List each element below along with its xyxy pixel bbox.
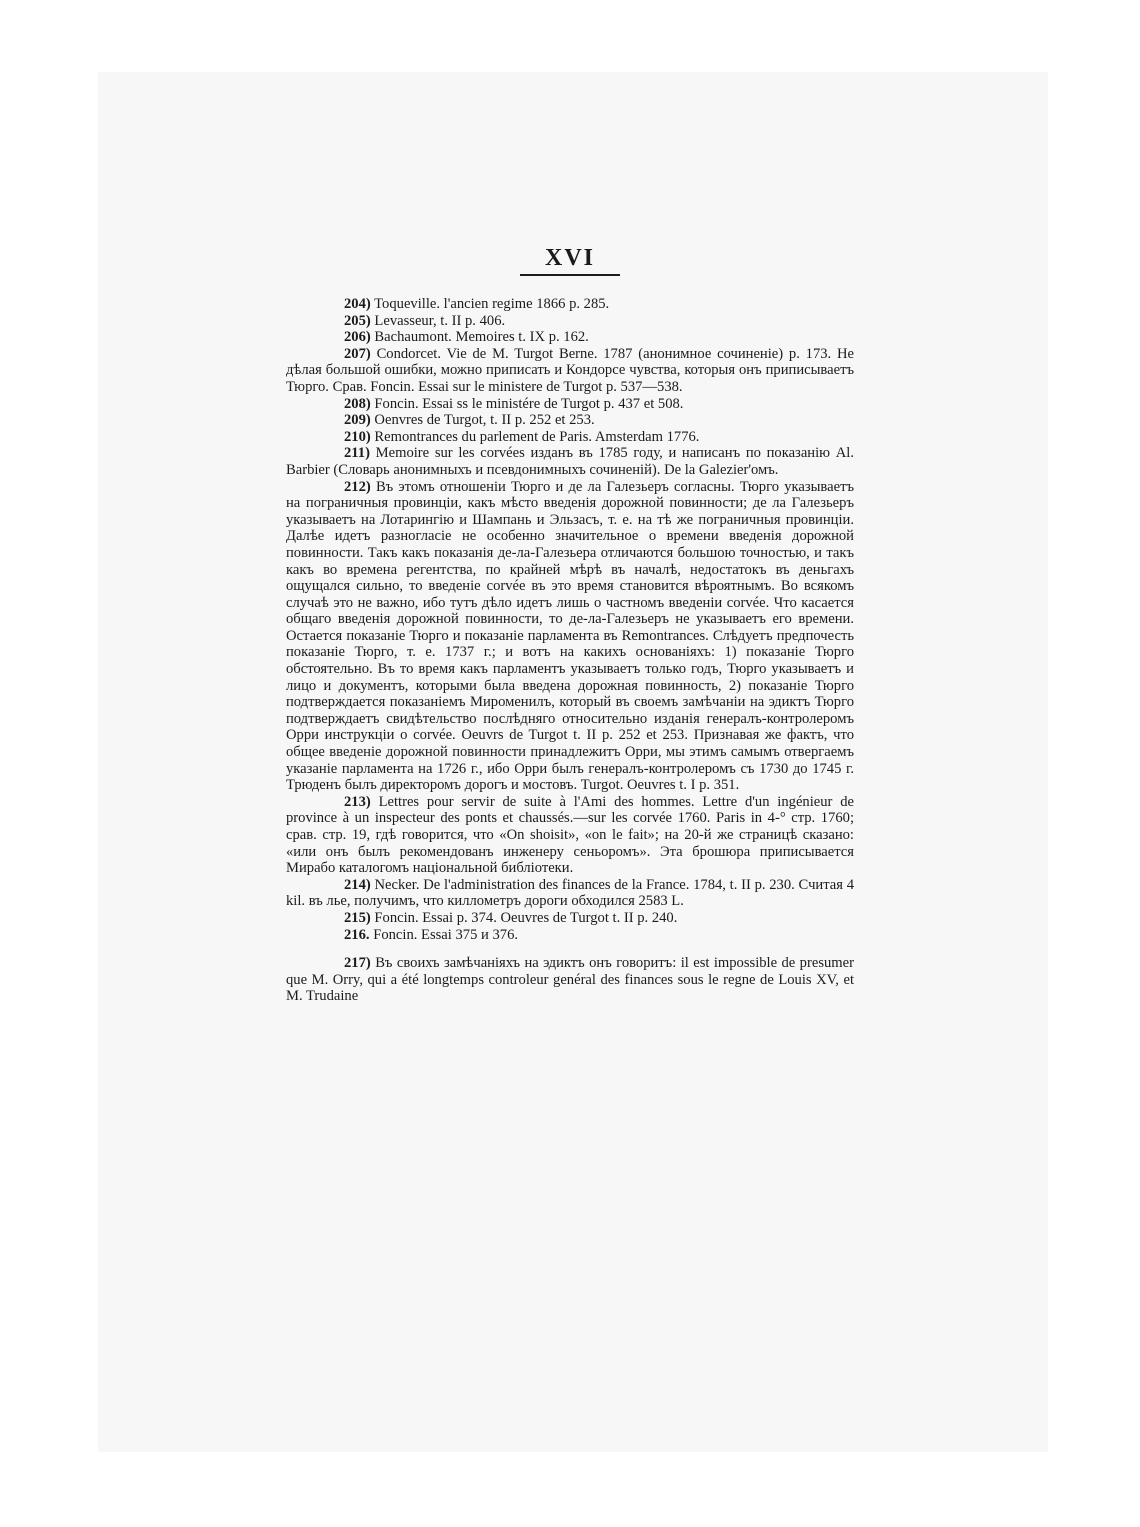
note-number: 216. [344,926,370,943]
note-211 [286,445,854,478]
note-text: Necker. De l'administration des finances de la France. 1784, t. II p. 230. Считая 4 kil. въ лье, получимъ, что киллометръ дороги обходился 2583 L. [286,876,855,910]
note-number: 215) [344,909,371,926]
page-header [520,244,620,276]
note-215 [286,910,854,927]
note-209 [286,412,854,429]
note-213 [286,794,854,877]
page-number: XVI [544,245,595,271]
note-208 [286,396,854,413]
note-number: 207) [344,345,371,362]
note-number: 204) [344,296,371,312]
note-number: 217) [344,955,371,972]
note-text: Toqueville. l'ancien regime 1866 p. 285. [374,296,610,312]
note-text: Въ этомъ отношеніи Тюрго и де ла Галезьеръ согласны. Тюрго указываетъ на пограничныя провинціи, какъ мѣсто введенія дорожной повинности; де ла Галезьеръ указываетъ на Лотарингію и Шампань и Эльзасъ, т. е. на тѣ же пограничныя провинціи. Далѣе идетъ разногласіе не особенно значительное о времени введенія дорожной повинности. Такъ какъ показанія де-ла-Галезьера отличаются большою точностью, и такъ какъ во времена регентства, по крайней мѣрѣ въ началѣ, недостатокъ въ деньгахъ ощущался сильно, то введеніе corvée въ это время становится вѣроятнымъ. Во всякомъ случаѣ это не важно, ибо тутъ дѣло идетъ лишь о частномъ введеніи corvée. Что касается общаго введенія дорожной повинности, то де-ла-Галезьеръ не указываетъ его времени. Остается показаніе Тюрго и показаніе парламента въ Remontrances. Слѣдуетъ предпочесть показаніе Тюрго, т. е. 1737 г.; и вотъ на какихъ основаніяхъ: 1) показаніе Тюрго обстоятельно. Въ то время какъ парламентъ указываетъ только годъ, Тюрго указываетъ и лицо и документъ, которыми была введена дорожная повинность, 2) показаніе Тюрго подтверждается показаніемъ Мироменилъ, который въ своемъ замѣчаніи на эдиктъ Тюрго подтверждаетъ свидѣтельство послѣдняго относительно изданія генералъ-контролеромъ Орри инструкціи о corvée. Oeuvrs de Turgot t. II p. 252 et 253. Признавая же фактъ, что общее введеніе дорожной повинности принадлежитъ Орри, мы этимъ самымъ отвергаемъ указаніе парламента на 1726 г., ибо Орри былъ генералъ-контролеромъ съ 1730 до 1745 г. Трюденъ былъ директоромъ дорогъ и мостовъ. Turgot. Oeuvres t. I p. 351. [286,478,854,794]
note-text: Foncin. Essai 375 и 376. [373,926,519,943]
note-number: 213) [344,793,371,810]
note-number: 210) [344,428,371,445]
note-number: 208) [344,395,371,412]
note-text: Foncin. Essai ss le ministére de Turgot p. 437 et 508. [374,395,684,412]
note-207 [286,346,854,396]
note-number: 214) [344,876,371,893]
note-210 [286,429,854,446]
footnotes [286,296,854,1005]
note-number: 209) [344,412,371,429]
note-text: Lettres pour servir de suite à l'Ami des hommes. Lettre d'un ingénieur de province à un inspecteur des ponts et chaussés.—sur les corvée 1760. Paris in 4-° стр. 1760; срав. стр. 19, гдѣ говорится, что «On shoisit», «on le fait»; на 20-й же страницѣ сказано: «или онъ былъ рекомендованъ инженеру сеньоромъ». Эта брошюра приписывается Мирабо каталогомъ національной библіотеки. [286,793,854,877]
note-number: 212) [344,478,371,495]
note-text: Oenvres de Turgot, t. II p. 252 et 253. [374,412,595,429]
note-text: Remontrances du parlement de Paris. Amsterdam 1776. [374,428,700,445]
note-204 [286,296,854,313]
note-206 [286,329,854,346]
note-216 [286,927,854,944]
note-212 [286,479,854,794]
note-text: Condorcet. Vie de M. Turgot Berne. 1787 (анонимное сочиненіе) p. 173. Не дѣлая большой ошибки, можно приписать и Кондорсе чувства, которыя онъ приписываетъ Тюрго. Срав. Foncin. Essai sur le ministere de Turgot p. 537—538. [286,345,854,395]
note-214 [286,877,854,910]
header-rule [520,274,620,276]
note-number: 211) [344,445,370,462]
note-text: Bachaumont. Memoires t. IX p. 162. [374,329,589,346]
note-text: Memoire sur les corvées изданъ въ 1785 году, и написанъ по показанію Al. Barbier (Словарь анонимныхъ и псевдонимныхъ сочиненій). De la Galezier'омъ. [286,445,854,478]
note-text: Levasseur, t. II p. 406. [374,312,506,329]
note-205 [286,313,854,330]
note-text: Foncin. Essai p. 374. Oeuvres de Turgot t. II p. 240. [374,909,678,926]
note-number: 206) [344,329,371,346]
note-number: 205) [344,312,371,329]
note-text: Въ своихъ замѣчаніяхъ на эдиктъ онъ говоритъ: il est impossible de presumer que M. Orry, qui a été longtemps controleur genéral des finances sous le regne de Louis XV, et M. Trudaine [286,955,854,1005]
note-217 [286,955,854,1005]
